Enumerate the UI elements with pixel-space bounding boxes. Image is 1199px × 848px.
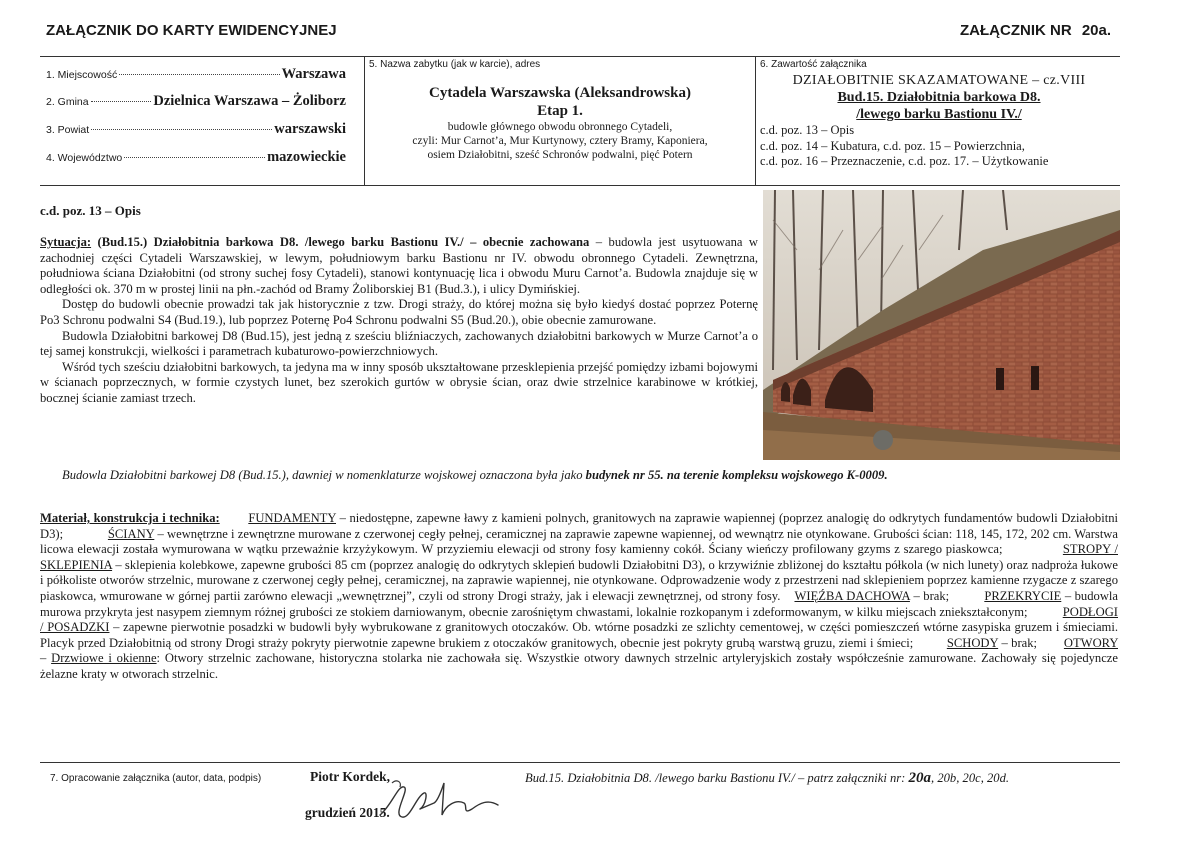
footer-reference-text: Bud.15. Działobitnia D8. /lewego barku Bastionu IV./ – patrz załączniki nr:	[525, 771, 906, 785]
podlogi-text: – zapewne pierwotnie posadzki w budowli były wybrukowane z granitowych otoczaków. Ob. wtórne posadzki ze szlichty cementowej, w części pomieszczeń wtórne zasypiska gruzem i śmieciami. Placyk przed Działobitnią od strony Drogi straży pokryty pierwotnie zapewne brukiem z otoczaków granitowych, obecnie jest pokryty grubą warstwą gruzu, ziemi i śmieci;	[40, 620, 1118, 650]
material-heading: Materiał, konstrukcja i technika:	[40, 511, 220, 525]
situation-lead: (Bud.15.) Działobitnia barkowa D8. /lewego barku Bastionu IV./ – obecnie zachowana	[91, 235, 590, 249]
podlogi-label: PODŁOGI / POSADZKI	[40, 604, 1118, 635]
contents-bastion: /lewego barku Bastionu IV./	[856, 107, 1022, 122]
contents-title: DZIAŁOBITNIE SKAZAMATOWANE – cz.VIII	[792, 73, 1086, 88]
otwory-label: OTWORY	[1063, 635, 1118, 650]
wiezba-label: WIĘŹBA DACHOWA	[794, 588, 910, 603]
footer-rule	[40, 762, 1120, 763]
description-text	[40, 235, 758, 407]
contents-item-2: c.d. poz. 14 – Kubatura, c.d. poz. 15 – Powierzchnia,	[760, 138, 1025, 153]
situation-heading: Sytuacja:	[40, 235, 92, 249]
stropy-text: – sklepienia kolebkowe, zapewne grubości 85 cm (poprzez analogię do odkrytych sklepień budowli Działobitni D3), o krzywiźnie zbliżonej do kształtu półkola (w nich lunety) oraz nadproża łukowe i półkoliste otworów strzelnic, murowane z czerwonej cegły pełnej, ceramicznej, na zaprawie wapiennej, nie otynkowane. Odprowadzenie wody z przestrzeni nad sklepieniem poprzez kamienne rzygacze z szarego piaskowca, wmurowane w górnej partii zarówno elewacji „wewnętrznej”, czyli od strony Drogi straży, jak i elewacji zewnętrznej, od strony fosy.	[40, 557, 1118, 603]
monument-line-2: czyli: Mur Carnot’a, Mur Kurtynowy, cztery Bramy, Kaponiera,	[412, 135, 708, 147]
monument-stage: Etap 1.	[537, 103, 583, 119]
stropy-label: STROPY / SKLEPIENIA	[40, 542, 1118, 572]
field-wojewodztwo: 4. Województwo mazowieckie	[46, 149, 346, 165]
unique-paragraph: Wśród tych sześciu działobitni barkowych, ta jedyna ma w inny sposób ukształtowane przesklepienia przejść pomiędzy izbami bojowymi w ścianach poprzecznych, w formie czystych lunet, bez szerokich gurtów w obrysie ścian, oraz dwie strzelnice karabinowe w krótkiej, bocznej ścianie zamiast trzech.	[40, 359, 758, 405]
top-rule	[40, 56, 1120, 57]
twin-paragraph: Budowla Działobitni barkowej D8 (Bud.15), jest jedną z sześciu bliźniaczych, zachowanych działobitni barkowych w Murze Carnot’a o tej samej konstrukcji, wielkości i parametrach kubaturowo-powierzchniowych.	[40, 328, 758, 359]
przekrycie-text: – budowla murowa przykryta jest nasypem ziemnym różnej grubości ze stokiem darniowanym, obecnie zarośniętym chwastami, lokalnie rozkopanym i zdeformowanym, w kilku miejscach zniekształconym;	[40, 588, 1118, 619]
column-divider-1	[364, 56, 365, 186]
section-title: c.d. poz. 13 – Opis	[40, 203, 141, 218]
attachment-number: 20a.	[1081, 22, 1112, 39]
contents-building: Bud.15. Działobitnia barkowa D8.	[837, 90, 1041, 105]
footer-reference-main: 20a	[908, 770, 932, 786]
otwory-sub-label: Drzwiowe i okienne	[51, 651, 157, 666]
situation-paragraph	[40, 235, 758, 297]
field-powiat: 3. Powiat warszawski	[46, 121, 346, 137]
military-note-italic: Budowla Działobitni barkowej D8 (Bud.15.), dawniej w nomenklaturze wojskowej oznaczona była jako	[62, 468, 583, 482]
contents-item-1: c.d. poz. 13 – Opis	[760, 123, 855, 137]
signature-image	[372, 775, 522, 830]
footer-reference-others: , 20b, 20c, 20d.	[931, 771, 1010, 785]
sciany-label: ŚCIANY	[107, 526, 155, 541]
otwory-text: : Otwory strzelnic zachowane, historyczna stolarka nie zachowała się. Wszystkie otwory dawnych strzelnic artyleryjskich zostały współcześnie zamurowane. Zachowały się pojedyncze żelazne kraty w otworach strzelnic.	[40, 651, 1118, 681]
access-paragraph: Dostęp do budowli obecnie prowadzi tak jak historycznie z tzw. Drogi straży, do której można się było kiedyś dostać poprzez Poternę Po3 Schronu podwalni S4 (Bud.19.), lub poprzez Poternę Po4 Schronu podwalni S5 (Bud.20.), obie obecnie zamurowane.	[40, 297, 758, 327]
monument-line-3: osiem Działobitni, sześć Schronów podwalni, pięć Potern	[427, 149, 693, 161]
fundamenty-label: FUNDAMENTY	[248, 511, 337, 525]
sciany-text: – wewnętrzne i zewnętrzne murowane z czerwonej cegły pełnej, ceramicznej na zaprawie zapewne wapiennej, od wewnątrz nie otynkowane. Grubości ścian: 118, 145, 172, 202 cm. Warstwa licowa elewacji została wymurowana w wątku przeważnie krzyżykowym. W przyziemiu elewacji od strony fosy kamienny cokół. Ściany wieńczy profilowany gzyms z szarego piaskowca;	[40, 526, 1118, 557]
situation-rest: – budowla jest usytuowana w zachodniej części Cytadeli Warszawskiej, w lewym, południowym barku Bastionu nr IV. obwodu obronnego Cytadeli. Zewnętrzna, południowa ściana Działobitni (od strony suchej fosy Cytadeli), stanowi kontynuację lica i obwodu Muru Carnot’a. Budowla znajduje się w odległości ok. 370 m w prostej linii na płn.-zachód od Bramy Żoliborskiej B1 (Bud.3.), i ulicy Dymińskiej.	[40, 235, 759, 296]
monument-name: Cytadela Warszawska (Aleksandrowska)	[429, 85, 691, 101]
footer-date: grudzień 2015.	[305, 805, 390, 820]
przekrycie-label: PRZEKRYCIE	[984, 588, 1062, 603]
schody-text: – brak;	[998, 635, 1038, 650]
building-photo	[763, 190, 1120, 460]
column-divider-2	[755, 56, 756, 186]
military-note-bold: budynek nr 55. na terenie kompleksu wojskowego K-0009.	[585, 468, 888, 482]
contents-block	[758, 72, 1120, 170]
material-paragraph: Materiał, konstrukcja i technika: FUNDAMENTY – niedostępne, zapewne ławy z kamieni polnych, granitowych na zaprawie wapiennej (poprzez analogię do odkrytych fundamentów budowli Działobitni D3); ŚCIANY – wewnętrzne i zewnętrzne murowane z czerwonej cegły pełnej, ceramicznej na zaprawie zapewne wapiennej, od wewnątrz nie otynkowane. Grubości ścian: 118, 145, 172, 202 cm. Warstwa licowa elewacji została wymurowana w wątku przeważnie krzyżykowym. W przyziemiu elewacji od strony fosy kamienny cokół. Ściany wieńczy profilowany gzyms z szarego piaskowca; STROPY / SKLEPIENIA – sklepienia kolebkowe, zapewne grubości 85 cm (poprzez analogię do odkrytych sklepień budowli Działobitni D3), o krzywiźnie zbliżonej do kształtu półkola (w nich lunety) oraz nadproża łukowe i półkoliste otworów strzelnic, murowane z czerwonej cegły pełnej, ceramicznej, na zaprawie wapiennej, nie otynkowane. Odprowadzenie wody z przestrzeni nad sklepieniem poprzez kamienne rzygacze z szarego piaskowca, wmurowane w górnej partii zarówno elewacji „wewnętrznej”, czyli od strony Drogi straży, jak i elewacji zewnętrznej, od strony fosy. WIĘŹBA DACHOWA – brak; PRZEKRYCIE – budowla murowa przykryta jest nasypem ziemnym różnej grubości ze stokiem darniowanym, obecnie zarośniętym chwastami, lokalnie rozkopanym i zdeformowanym, w kilku miejscach zniekształconym; PODŁOGI / POSADZKI – zapewne pierwotnie posadzki w budowli były wybrukowane z granitowych otoczaków. Ob. wtórne posadzki ze szlichty cementowej, w części pomieszczeń wtórne zasypiska gruzem i śmieciami. Placyk przed Działobitnią od strony Drogi straży pokryty pierwotnie zapewne brukiem z otoczaków granitowych, obecnie jest pokryty grubą warstwą gruzu, ziemi i śmieci; SCHODY – brak; OTWORY – Drzwiowe i okienne: Otwory strzelnic zachowane, historyczna stolarka nie zachowała się. Wszystkie otwory dawnych strzelnic artyleryjskich zostały współcześnie zamurowane. Zachowały się pojedyncze żelazne kraty w otworach strzelnic.	[40, 511, 1118, 681]
contents-label: 6. Zawartość załącznika	[760, 59, 867, 70]
schody-label: SCHODY	[946, 635, 999, 650]
footer-label: 7. Opracowanie załącznika (autor, data, podpis)	[50, 773, 262, 784]
monument-line-1: budowle głównego obwodu obronnego Cytadeli,	[447, 121, 673, 133]
header-left-title: ZAŁĄCZNIK DO KARTY EWIDENCYJNEJ	[46, 22, 337, 39]
table-bottom-rule	[40, 185, 1120, 186]
brick-wall-photo-illustration	[763, 190, 1120, 460]
header-right-title	[960, 22, 1111, 39]
monument-label: 5. Nazwa zabytku (jak w karcie), adres	[369, 59, 541, 70]
footer-author: Piotr Kordek,	[310, 769, 390, 784]
attachment-label: ZAŁĄCZNIK NR	[960, 22, 1072, 39]
field-miejscowosc: 1. Miejscowość Warszawa	[46, 66, 346, 82]
footer-reference	[525, 770, 1009, 787]
fundamenty-text: – niedostępne, zapewne ławy z kamieni polnych, granitowych na zaprawie wapiennej (poprzez analogię do odkrytych fundamentów budowli Działobitni D3);	[40, 511, 1118, 541]
field-gmina: 2. Gmina Dzielnica Warszawa – Żoliborz	[46, 93, 346, 109]
material-section	[40, 511, 1118, 683]
military-note	[62, 468, 1122, 483]
contents-item-3: c.d. poz. 16 – Przeznaczenie, c.d. poz. 17. – Użytkowanie	[760, 154, 1049, 168]
wiezba-text: – brak;	[909, 588, 950, 603]
monument-block	[366, 84, 754, 162]
